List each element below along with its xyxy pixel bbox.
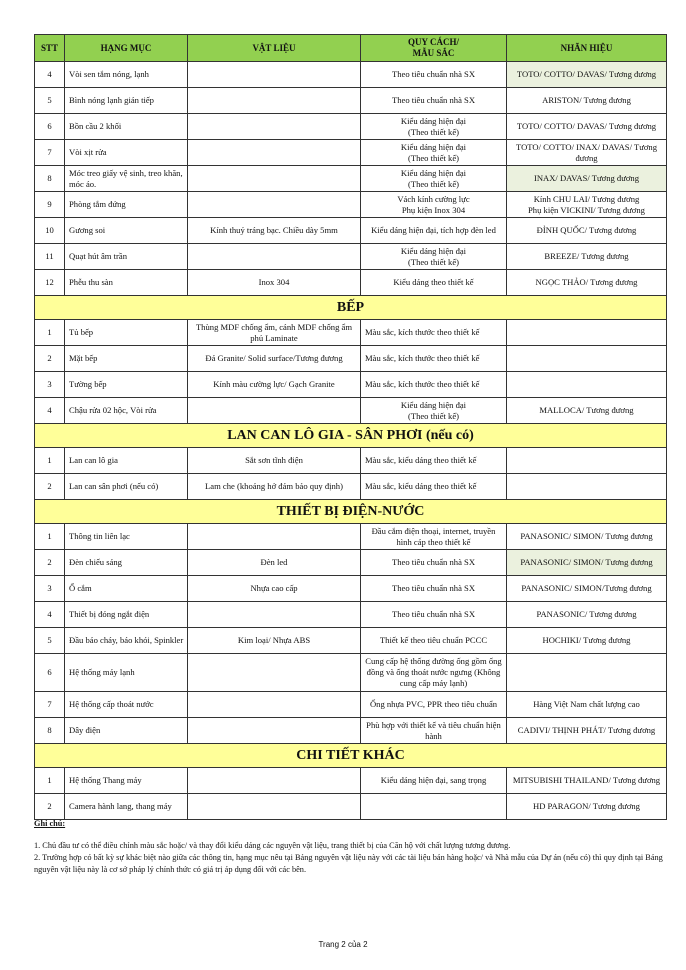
cell-spec: Màu sắc, kích thước theo thiết kế	[361, 346, 507, 372]
cell-stt: 9	[35, 192, 65, 218]
cell-brand: HOCHIKI/ Tương đương	[507, 628, 667, 654]
cell-material: Nhựa cao cấp	[188, 576, 361, 602]
cell-stt: 4	[35, 398, 65, 424]
header-material: VẬT LIỆU	[188, 35, 361, 62]
cell-brand: TOTO/ COTTO/ INAX/ DAVAS/ Tương đương	[507, 140, 667, 166]
cell-brand: NGỌC THẢO/ Tương đương	[507, 270, 667, 296]
cell-brand: HD PARAGON/ Tương đương	[507, 794, 667, 820]
cell-item: Quạt hút âm trần	[65, 244, 188, 270]
notes-title: Ghi chú:	[34, 819, 66, 828]
cell-material	[188, 62, 361, 88]
cell-material: Thùng MDF chống ẩm, cánh MDF chống ẩm phủ Laminate	[188, 320, 361, 346]
cell-spec: Kiểu dáng hiện đại, tích hợp đèn led	[361, 218, 507, 244]
table-row	[35, 718, 667, 744]
cell-brand: TOTO/ COTTO/ DAVAS/ Tương đương	[507, 62, 667, 88]
page-footer: Trang 2 của 2	[318, 940, 368, 949]
cell-item: Móc treo giấy vệ sinh, treo khăn, móc áo.	[65, 166, 188, 192]
notes	[34, 818, 664, 876]
cell-item: Đầu báo cháy, báo khói, Spinkler	[65, 628, 188, 654]
cell-brand: PANASONIC/ SIMON/Tương đương	[507, 576, 667, 602]
cell-material: Đèn led	[188, 550, 361, 576]
cell-material	[188, 244, 361, 270]
cell-material: Kính thuỷ tráng bạc. Chiều dày 5mm	[188, 218, 361, 244]
cell-brand: ĐỈNH QUỐC/ Tương đương	[507, 218, 667, 244]
cell-spec: Ống nhựa PVC, PPR theo tiêu chuẩn	[361, 692, 507, 718]
section-header-row	[35, 744, 667, 768]
cell-item: Bồn cầu 2 khối	[65, 114, 188, 140]
table-row	[35, 346, 667, 372]
section-title: LAN CAN LÔ GIA - SÂN PHƠI (nếu có)	[35, 424, 667, 448]
table-row	[35, 62, 667, 88]
cell-item: Chậu rửa 02 hộc, Vòi rửa	[65, 398, 188, 424]
table-row	[35, 218, 667, 244]
cell-spec: Kiểu dáng hiện đại (Theo thiết kế)	[361, 244, 507, 270]
cell-stt: 6	[35, 654, 65, 692]
cell-brand	[507, 346, 667, 372]
table-row	[35, 270, 667, 296]
cell-material: Kính màu cường lực/ Gạch Granite	[188, 372, 361, 398]
cell-item: Hệ thống Thang máy	[65, 768, 188, 794]
cell-material	[188, 718, 361, 744]
cell-stt: 10	[35, 218, 65, 244]
cell-stt: 5	[35, 628, 65, 654]
cell-spec: Theo tiêu chuẩn nhà SX	[361, 88, 507, 114]
cell-stt: 6	[35, 114, 65, 140]
table-row	[35, 602, 667, 628]
cell-stt: 2	[35, 550, 65, 576]
cell-spec: Kiểu dáng theo thiết kế	[361, 270, 507, 296]
table-row	[35, 140, 667, 166]
cell-brand	[507, 654, 667, 692]
cell-stt: 1	[35, 320, 65, 346]
cell-material	[188, 654, 361, 692]
cell-stt: 1	[35, 524, 65, 550]
section-title: CHI TIẾT KHÁC	[35, 744, 667, 768]
cell-brand: INAX/ DAVAS/ Tương đương	[507, 166, 667, 192]
cell-brand: ARISTON/ Tương đương	[507, 88, 667, 114]
table-row	[35, 166, 667, 192]
table-row	[35, 628, 667, 654]
note-line: 1. Chủ đầu tư có thể điều chỉnh màu sắc hoặc/ và thay đổi kiểu dáng các nguyên vật liệu, trang thiết bị của Căn hộ với chất lượng tương đương.	[34, 841, 511, 850]
header-brand: NHÃN HIỆU	[507, 35, 667, 62]
section-title: BẾP	[35, 296, 667, 320]
cell-item: Vòi sen tắm nóng, lạnh	[65, 62, 188, 88]
cell-stt: 12	[35, 270, 65, 296]
cell-item: Ổ cắm	[65, 576, 188, 602]
table-row	[35, 474, 667, 500]
cell-item: Phễu thu sàn	[65, 270, 188, 296]
cell-stt: 4	[35, 602, 65, 628]
cell-item: Mặt bếp	[65, 346, 188, 372]
cell-brand: BREEZE/ Tương đương	[507, 244, 667, 270]
table-row	[35, 576, 667, 602]
table-row	[35, 88, 667, 114]
cell-brand: Kính CHU LAI/ Tương đương Phụ kiện VICKINI/ Tương đương	[507, 192, 667, 218]
cell-stt: 7	[35, 692, 65, 718]
table-row	[35, 550, 667, 576]
cell-stt: 11	[35, 244, 65, 270]
cell-spec: Kiểu dáng hiện đại, sang trọng	[361, 768, 507, 794]
cell-material	[188, 524, 361, 550]
header-spec: QUY CÁCH/ MẪU SẮC	[361, 35, 507, 62]
cell-item: Gương soi	[65, 218, 188, 244]
table-row	[35, 192, 667, 218]
cell-item: Thông tin liên lạc	[65, 524, 188, 550]
cell-item: Camera hành lang, thang máy	[65, 794, 188, 820]
cell-stt: 1	[35, 448, 65, 474]
cell-spec: Phù hợp với thiết kế và tiêu chuẩn hiện hành	[361, 718, 507, 744]
cell-material: Kim loại/ Nhựa ABS	[188, 628, 361, 654]
cell-item: Hệ thống máy lạnh	[65, 654, 188, 692]
table-row	[35, 244, 667, 270]
cell-spec: Cung cấp hệ thống đường ống gồm ống đồng và ống thoát nước ngưng (Không cung cấp máy lạnh)	[361, 654, 507, 692]
cell-spec: Theo tiêu chuẩn nhà SX	[361, 550, 507, 576]
cell-brand: CADIVI/ THỊNH PHÁT/ Tương đương	[507, 718, 667, 744]
cell-material	[188, 398, 361, 424]
cell-spec: Thiết kế theo tiêu chuẩn PCCC	[361, 628, 507, 654]
cell-material	[188, 166, 361, 192]
cell-spec	[361, 794, 507, 820]
cell-spec: Theo tiêu chuẩn nhà SX	[361, 62, 507, 88]
cell-stt: 3	[35, 576, 65, 602]
cell-spec: Vách kính cường lực Phụ kiện Inox 304	[361, 192, 507, 218]
table-header-row	[35, 35, 667, 62]
cell-item: Dây điện	[65, 718, 188, 744]
cell-spec: Màu sắc, kích thước theo thiết kế	[361, 372, 507, 398]
table-row	[35, 320, 667, 346]
cell-stt: 2	[35, 346, 65, 372]
cell-item: Phòng tắm đứng	[65, 192, 188, 218]
cell-spec: Theo tiêu chuẩn nhà SX	[361, 576, 507, 602]
cell-spec: Kiểu dáng hiện đại (Theo thiết kế)	[361, 398, 507, 424]
cell-spec: Kiểu dáng hiện đại (Theo thiết kế)	[361, 140, 507, 166]
table-row	[35, 448, 667, 474]
section-header-row	[35, 500, 667, 524]
cell-brand: PANASONIC/ SIMON/ Tương đương	[507, 550, 667, 576]
header-item: HẠNG MỤC	[65, 35, 188, 62]
cell-spec: Màu sắc, kiểu dáng theo thiết kế	[361, 448, 507, 474]
cell-stt: 8	[35, 718, 65, 744]
cell-stt: 3	[35, 372, 65, 398]
table-row	[35, 398, 667, 424]
cell-stt: 4	[35, 62, 65, 88]
cell-brand	[507, 448, 667, 474]
cell-material	[188, 692, 361, 718]
cell-material	[188, 114, 361, 140]
cell-item: Lan can sân phơi (nếu có)	[65, 474, 188, 500]
cell-item: Lan can lô gia	[65, 448, 188, 474]
table-row	[35, 692, 667, 718]
table-row	[35, 372, 667, 398]
cell-stt: 5	[35, 88, 65, 114]
cell-material: Lam che (khoảng hở đảm bảo quy định)	[188, 474, 361, 500]
cell-material	[188, 192, 361, 218]
cell-spec: Đầu cắm điện thoại, internet, truyền hình cáp theo thiết kế	[361, 524, 507, 550]
cell-spec: Kiểu dáng hiện đại (Theo thiết kế)	[361, 166, 507, 192]
cell-spec: Kiểu dáng hiện đại (Theo thiết kế)	[361, 114, 507, 140]
cell-item: Đèn chiếu sáng	[65, 550, 188, 576]
cell-brand	[507, 320, 667, 346]
section-header-row	[35, 296, 667, 320]
cell-brand: PANASONIC/ Tương đương	[507, 602, 667, 628]
cell-material	[188, 88, 361, 114]
cell-material	[188, 602, 361, 628]
cell-material: Sắt sơn tĩnh điện	[188, 448, 361, 474]
cell-brand	[507, 474, 667, 500]
cell-brand	[507, 372, 667, 398]
section-header-row	[35, 424, 667, 448]
cell-brand: TOTO/ COTTO/ DAVAS/ Tương đương	[507, 114, 667, 140]
cell-item: Tường bếp	[65, 372, 188, 398]
cell-stt: 1	[35, 768, 65, 794]
section-title: THIẾT BỊ ĐIỆN-NƯỚC	[35, 500, 667, 524]
cell-stt: 2	[35, 474, 65, 500]
cell-spec: Theo tiêu chuẩn nhà SX	[361, 602, 507, 628]
table-row	[35, 654, 667, 692]
cell-brand: PANASONIC/ SIMON/ Tương đương	[507, 524, 667, 550]
cell-stt: 2	[35, 794, 65, 820]
cell-item: Vòi xịt rửa	[65, 140, 188, 166]
cell-material	[188, 768, 361, 794]
cell-item: Bình nóng lạnh gián tiếp	[65, 88, 188, 114]
header-stt: STT	[35, 35, 65, 62]
cell-material: Đá Granite/ Solid surface/Tương đương	[188, 346, 361, 372]
cell-brand: Hàng Việt Nam chất lượng cao	[507, 692, 667, 718]
cell-stt: 8	[35, 166, 65, 192]
cell-item: Tủ bếp	[65, 320, 188, 346]
cell-spec: Màu sắc, kiểu dáng theo thiết kế	[361, 474, 507, 500]
materials-table	[34, 34, 667, 820]
table-row	[35, 114, 667, 140]
cell-item: Thiết bị đóng ngắt điện	[65, 602, 188, 628]
cell-spec: Màu sắc, kích thước theo thiết kế	[361, 320, 507, 346]
cell-material	[188, 794, 361, 820]
table-row	[35, 524, 667, 550]
table-row	[35, 794, 667, 820]
table-body	[35, 62, 667, 820]
cell-stt: 7	[35, 140, 65, 166]
cell-item: Hệ thống cấp thoát nước	[65, 692, 188, 718]
table-row	[35, 768, 667, 794]
cell-brand: MALLOCA/ Tương đương	[507, 398, 667, 424]
cell-material: Inox 304	[188, 270, 361, 296]
cell-material	[188, 140, 361, 166]
cell-brand: MITSUBISHI THAILAND/ Tương đương	[507, 768, 667, 794]
note-line: 2. Trường hợp có bất kỳ sự khác biệt nào giữa các thông tin, hạng mục nêu tại Bảng nguyên vật liệu này với các tài liệu bán hàng hoặc/ và Nhà mẫu của Dự án (nếu có) thì quy định tại Bảng nguyên vật liệu này là cơ sở pháp lý chính thức có giá trị áp dụng đối với các bên.	[34, 853, 663, 874]
